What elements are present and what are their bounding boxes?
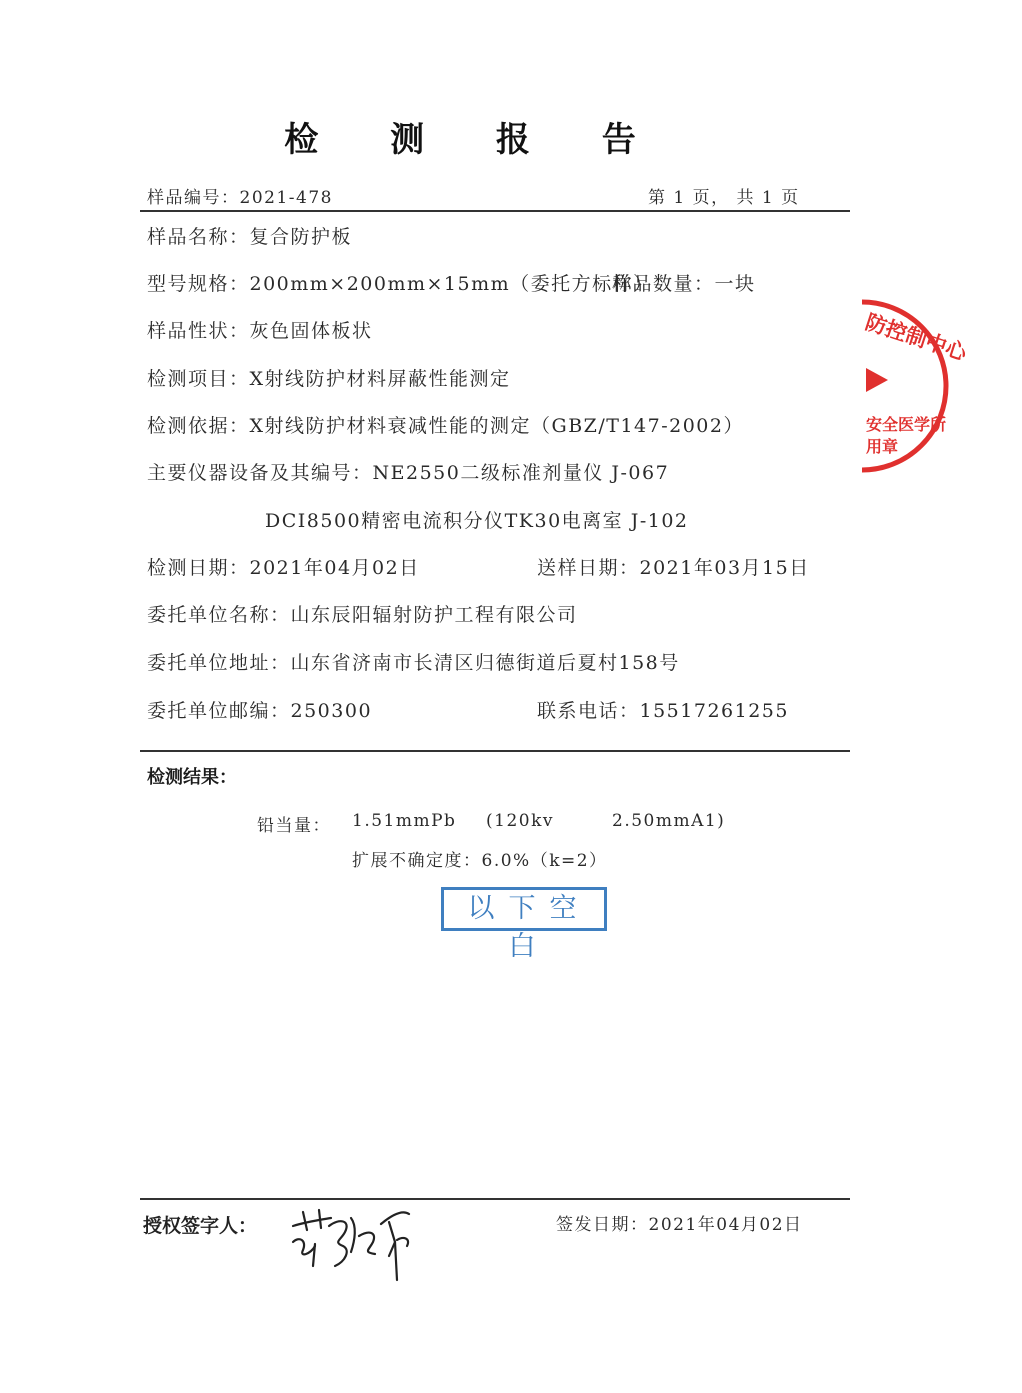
signer-label: 授权签字人： bbox=[143, 1215, 258, 1237]
lead-equivalent-label: 铅当量： bbox=[257, 816, 331, 836]
contact-phone: 联系电话：15517261255 bbox=[537, 700, 789, 722]
test-basis: 检测依据：X射线防护材料衰减性能的测定（GBZ/T147-2002） bbox=[147, 415, 744, 437]
client-postcode: 委托单位邮编：250300 bbox=[147, 700, 373, 722]
seal-text-mid: 安全医学所 bbox=[866, 415, 947, 434]
signature-image bbox=[285, 1196, 425, 1282]
test-date: 检测日期：2021年04月02日 bbox=[147, 557, 420, 579]
uncertainty: 扩展不确定度：6.0%（k=2） bbox=[352, 851, 608, 871]
sample-state: 样品性状：灰色固体板状 bbox=[147, 320, 373, 342]
seal-text-top: 防控制中心 bbox=[862, 309, 970, 366]
sample-number: 样品编号：2021-478 bbox=[147, 188, 333, 208]
test-item: 检测项目：X射线防护材料屏蔽性能测定 bbox=[147, 368, 511, 390]
condition-filter: 2.50mmA1) bbox=[612, 811, 726, 831]
client-address: 委托单位地址：山东省济南市长清区归德街道后夏村158号 bbox=[147, 652, 680, 674]
issue-date: 签发日期：2021年04月02日 bbox=[556, 1215, 803, 1235]
client-name: 委托单位名称：山东辰阳辐射防护工程有限公司 bbox=[147, 604, 578, 626]
condition-kv: (120kv bbox=[486, 811, 554, 831]
sample-quantity: 样品数量：一块 bbox=[612, 273, 756, 295]
results-divider bbox=[140, 750, 850, 752]
page-info: 第 1 页， 共 1 页 bbox=[648, 188, 800, 208]
lead-equivalent-value: 1.51mmPb bbox=[352, 811, 457, 831]
instrument-2: DCI8500精密电流积分仪TK30电离室 J-102 bbox=[265, 510, 689, 532]
model-spec: 型号规格：200mm×200mm×15mm（委托方标称） bbox=[147, 273, 654, 295]
official-seal bbox=[862, 286, 1022, 486]
report-title: 检 测 报 告 bbox=[284, 120, 666, 160]
sample-name: 样品名称：复合防护板 bbox=[147, 226, 353, 248]
blank-below-stamp: 以下空白 bbox=[441, 887, 607, 931]
results-heading: 检测结果： bbox=[147, 767, 237, 788]
footer-divider bbox=[140, 1198, 850, 1200]
seal-star-icon bbox=[866, 368, 888, 392]
send-date: 送样日期：2021年03月15日 bbox=[537, 557, 810, 579]
instrument-1: 主要仪器设备及其编号：NE2550二级标准剂量仪 J-067 bbox=[147, 462, 670, 484]
seal-text-bot: 用章 bbox=[866, 437, 899, 456]
header-divider bbox=[140, 210, 850, 212]
